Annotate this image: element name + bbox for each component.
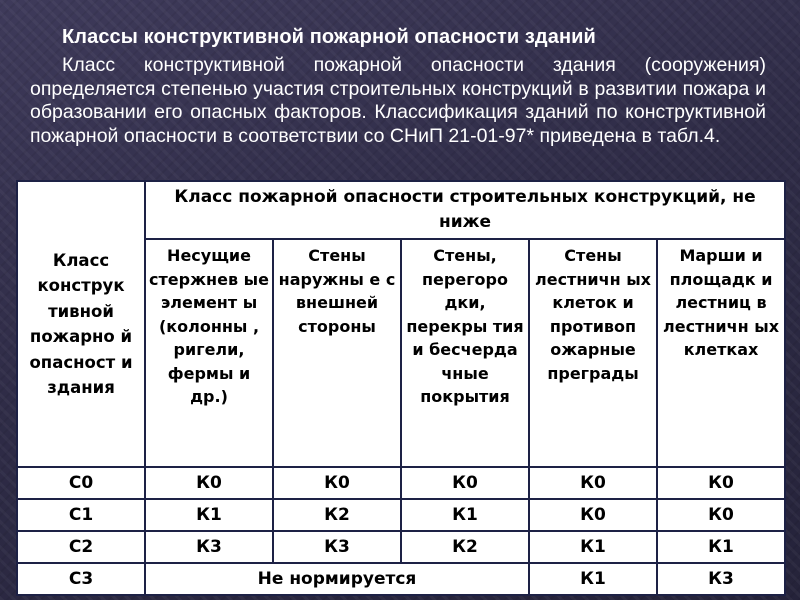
table-cell: С3 [17,563,145,595]
table-row [17,531,785,563]
table-cell: К0 [145,467,273,499]
table-cell: К2 [401,531,529,563]
table-cell: К2 [273,499,401,531]
header-external-walls: Стены наружны е с внешней стороны [273,239,401,467]
table-cell: К1 [529,531,657,563]
table-cell: С2 [17,531,145,563]
header-construction-class-group: Класс пожарной опасности строительных конструкций, не ниже [145,181,785,239]
table-cell: К0 [401,467,529,499]
table-cell: С1 [17,499,145,531]
table-cell: К3 [657,563,785,595]
table-row [17,563,785,595]
table-cell: К3 [273,531,401,563]
table-cell: К0 [529,499,657,531]
table-row [17,467,785,499]
slide-paragraph: Класс конструктивной пожарной опасности здания (сооружения) определяется степенью участия строительных конструкций в развитии пожара и образовании его опасных факторов. Классификация зданий по конструктивной пожарной опасности в соответствии со СНиП 21-01-97* приведена в табл.4. [30,54,766,147]
table-cell: К3 [145,531,273,563]
table-cell: К0 [273,467,401,499]
table-cell: К1 [529,563,657,595]
table-cell: К0 [529,467,657,499]
header-stairwell-walls: Стены лестничн ых клеток и противоп ожарные преграды [529,239,657,467]
header-building-class: Класс конструк тивной пожарно й опасност и здания [17,181,145,467]
table-cell-not-regulated: Не нормируется [145,563,529,595]
table-cell: К1 [657,531,785,563]
table-cell: К0 [657,467,785,499]
table-cell: С0 [17,467,145,499]
table-row [17,499,785,531]
header-walls-partitions-floors: Стены, перегоро дки, перекры тия и бесчерда чные покрытия [401,239,529,467]
table-cell: К0 [657,499,785,531]
slide-title: Классы конструктивной пожарной опасности зданий [62,26,596,48]
table-cell: К1 [401,499,529,531]
header-load-bearing-elements: Несущие стержнев ые элемент ы (колонны , ригели, фермы и др.) [145,239,273,467]
table-cell: К1 [145,499,273,531]
fire-hazard-class-table [16,180,786,596]
header-stair-flights: Марши и площадк и лестниц в лестничн ых клетках [657,239,785,467]
